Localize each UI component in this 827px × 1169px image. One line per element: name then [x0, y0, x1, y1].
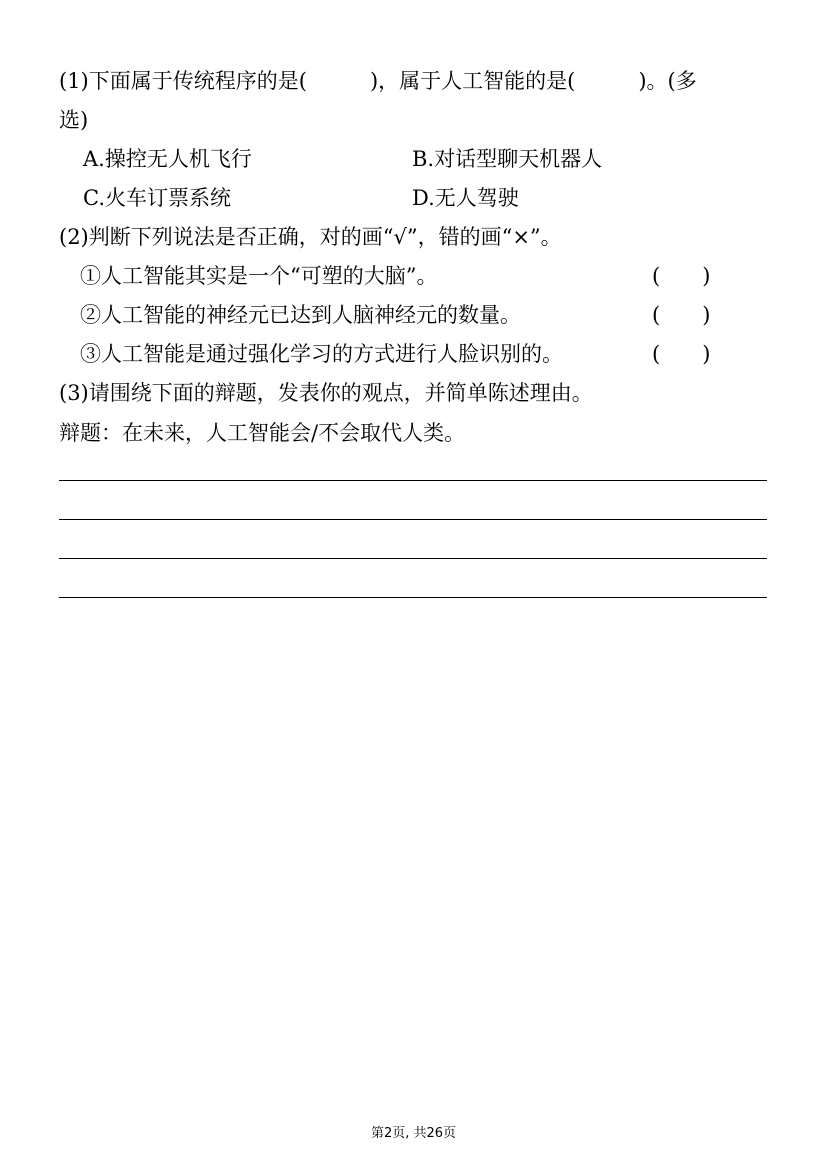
q1-option-a: A.操控无人机飞行: [83, 147, 252, 171]
answer-line-3[interactable]: [59, 558, 767, 559]
q1-option-b: B.对话型聊天机器人: [412, 147, 603, 171]
q1-prompt-line-2: 选): [59, 108, 89, 132]
q3-debate-topic: 辩题：在未来，人工智能会/不会取代人类。: [59, 421, 466, 445]
q1-option-c: C.火车订票系统: [83, 186, 231, 210]
answer-line-1[interactable]: [59, 480, 767, 481]
q3-instruction: (3)请围绕下面的辩题，发表你的观点，并简单陈述理由。: [59, 381, 593, 405]
q2-statement-3: ③人工智能是通过强化学习的方式进行人脸识别的。: [80, 342, 563, 366]
q1-prompt-line-1: (1)下面属于传统程序的是( )，属于人工智能的是( )。(多: [59, 69, 697, 93]
q2-answer-blank-3[interactable]: ( ): [652, 342, 711, 366]
q1-option-d: D.无人驾驶: [412, 186, 519, 210]
q2-instruction: (2)判断下列说法是否正确，对的画“√”，错的画“×”。: [59, 225, 562, 249]
q2-statement-1: ①人工智能其实是一个“可塑的大脑”。: [80, 264, 438, 288]
q2-answer-blank-2[interactable]: ( ): [652, 303, 711, 327]
page-number-footer: 第2页, 共26页: [370, 1126, 457, 1141]
q2-statement-2: ②人工智能的神经元已达到人脑神经元的数量。: [80, 303, 521, 327]
answer-line-2[interactable]: [59, 519, 767, 520]
answer-line-4[interactable]: [59, 597, 767, 598]
q2-answer-blank-1[interactable]: ( ): [652, 264, 711, 288]
